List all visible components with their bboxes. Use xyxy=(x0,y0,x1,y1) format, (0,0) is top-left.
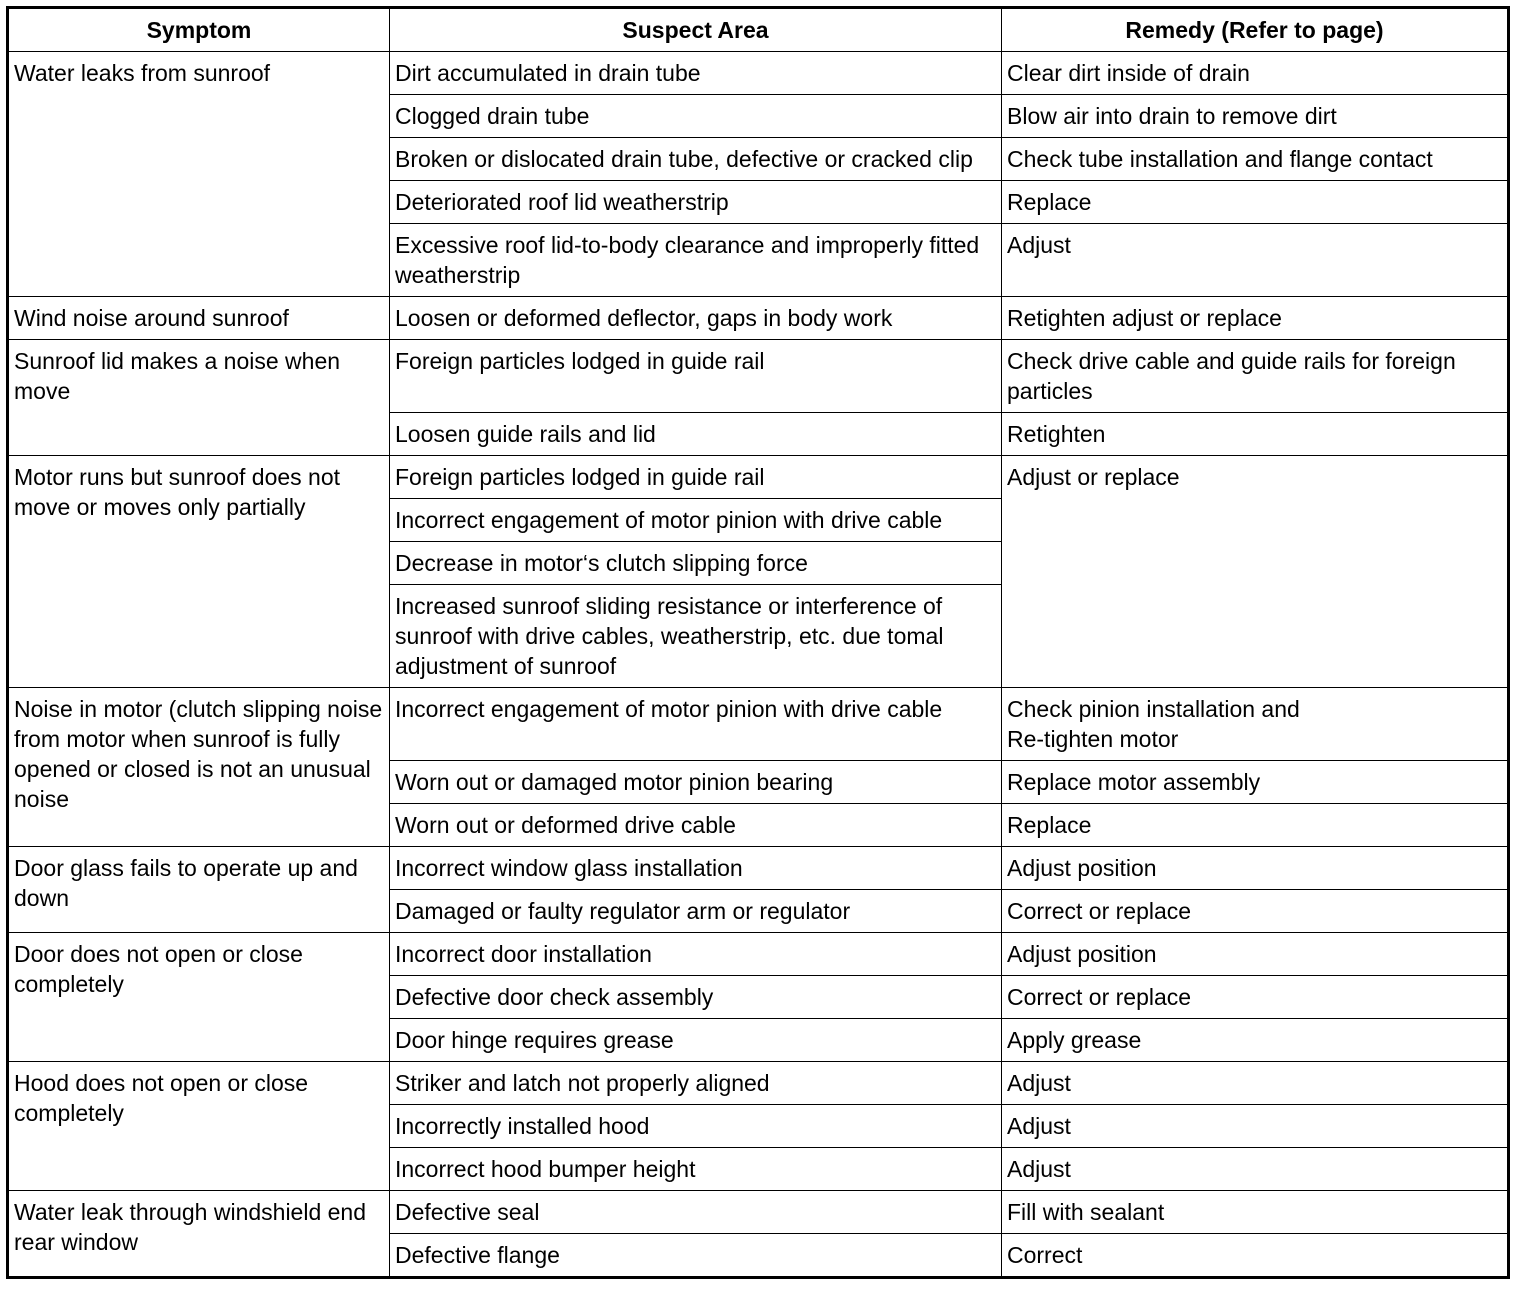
symptom-cell: Sunroof lid makes a noise when move xyxy=(8,340,390,456)
suspect-area-cell: Incorrectly installed hood xyxy=(390,1105,1002,1148)
suspect-area-cell: Clogged drain tube xyxy=(390,95,1002,138)
symptom-cell: Water leaks from sunroof xyxy=(8,52,390,297)
suspect-area-cell: Incorrect engagement of motor pinion with drive cable xyxy=(390,688,1002,761)
remedy-cell: Correct or replace xyxy=(1002,890,1509,933)
suspect-area-cell: Decrease in motor‘s clutch slipping force xyxy=(390,542,1002,585)
suspect-area-cell: Worn out or deformed drive cable xyxy=(390,804,1002,847)
table-row xyxy=(8,688,1509,761)
header-symptom: Symptom xyxy=(8,8,390,52)
remedy-cell: Check pinion installation and Re-tighten motor xyxy=(1002,688,1509,761)
table-row xyxy=(8,1191,1509,1234)
suspect-area-cell: Dirt accumulated in drain tube xyxy=(390,52,1002,95)
suspect-area-cell: Deteriorated roof lid weatherstrip xyxy=(390,181,1002,224)
remedy-cell: Replace xyxy=(1002,181,1509,224)
header-row xyxy=(8,8,1509,52)
suspect-area-cell: Loosen guide rails and lid xyxy=(390,413,1002,456)
suspect-area-cell: Defective door check assembly xyxy=(390,976,1002,1019)
suspect-area-cell: Striker and latch not properly aligned xyxy=(390,1062,1002,1105)
suspect-area-cell: Defective flange xyxy=(390,1234,1002,1278)
remedy-cell: Adjust xyxy=(1002,1105,1509,1148)
table-row xyxy=(8,847,1509,890)
suspect-area-cell: Incorrect door installation xyxy=(390,933,1002,976)
remedy-cell: Retighten xyxy=(1002,413,1509,456)
remedy-cell: Correct xyxy=(1002,1234,1509,1278)
troubleshooting-table xyxy=(6,6,1510,1279)
symptom-cell: Door glass fails to operate up and down xyxy=(8,847,390,933)
remedy-cell: Replace motor assembly xyxy=(1002,761,1509,804)
table-row xyxy=(8,456,1509,499)
symptom-cell: Water leak through windshield end rear window xyxy=(8,1191,390,1278)
symptom-cell: Noise in motor (clutch slipping noise from motor when sunroof is fully opened or closed is not an unusual noise xyxy=(8,688,390,847)
table-row xyxy=(8,52,1509,95)
remedy-cell: Adjust xyxy=(1002,1148,1509,1191)
remedy-cell: Apply grease xyxy=(1002,1019,1509,1062)
remedy-cell: Adjust position xyxy=(1002,933,1509,976)
suspect-area-cell: Loosen or deformed deflector, gaps in body work xyxy=(390,297,1002,340)
symptom-cell: Wind noise around sunroof xyxy=(8,297,390,340)
table-body xyxy=(8,52,1509,1278)
suspect-area-cell: Incorrect hood bumper height xyxy=(390,1148,1002,1191)
remedy-cell: Retighten adjust or replace xyxy=(1002,297,1509,340)
remedy-cell: Clear dirt inside of drain xyxy=(1002,52,1509,95)
suspect-area-cell: Excessive roof lid-to-body clearance and improperly fitted weatherstrip xyxy=(390,224,1002,297)
header-remedy: Remedy (Refer to page) xyxy=(1002,8,1509,52)
remedy-cell: Check drive cable and guide rails for foreign particles xyxy=(1002,340,1509,413)
suspect-area-cell: Broken or dislocated drain tube, defective or cracked clip xyxy=(390,138,1002,181)
table-row xyxy=(8,297,1509,340)
header-suspect-area: Suspect Area xyxy=(390,8,1002,52)
table-row xyxy=(8,933,1509,976)
symptom-cell: Motor runs but sunroof does not move or moves only partially xyxy=(8,456,390,688)
suspect-area-cell: Incorrect engagement of motor pinion with drive cable xyxy=(390,499,1002,542)
remedy-cell: Blow air into drain to remove dirt xyxy=(1002,95,1509,138)
suspect-area-cell: Incorrect window glass installation xyxy=(390,847,1002,890)
remedy-cell: Adjust position xyxy=(1002,847,1509,890)
remedy-cell: Fill with sealant xyxy=(1002,1191,1509,1234)
remedy-cell: Check tube installation and flange contact xyxy=(1002,138,1509,181)
table-row xyxy=(8,340,1509,413)
remedy-cell: Adjust xyxy=(1002,224,1509,297)
table-row xyxy=(8,1062,1509,1105)
remedy-cell: Adjust xyxy=(1002,1062,1509,1105)
remedy-cell: Replace xyxy=(1002,804,1509,847)
suspect-area-cell: Increased sunroof sliding resistance or interference of sunroof with drive cables, weatherstrip, etc. due tomal adjustment of sunroof xyxy=(390,585,1002,688)
suspect-area-cell: Worn out or damaged motor pinion bearing xyxy=(390,761,1002,804)
remedy-cell: Adjust or replace xyxy=(1002,456,1509,688)
suspect-area-cell: Defective seal xyxy=(390,1191,1002,1234)
symptom-cell: Hood does not open or close completely xyxy=(8,1062,390,1191)
suspect-area-cell: Foreign particles lodged in guide rail xyxy=(390,456,1002,499)
symptom-cell: Door does not open or close completely xyxy=(8,933,390,1062)
remedy-cell: Correct or replace xyxy=(1002,976,1509,1019)
suspect-area-cell: Door hinge requires grease xyxy=(390,1019,1002,1062)
suspect-area-cell: Damaged or faulty regulator arm or regulator xyxy=(390,890,1002,933)
suspect-area-cell: Foreign particles lodged in guide rail xyxy=(390,340,1002,413)
